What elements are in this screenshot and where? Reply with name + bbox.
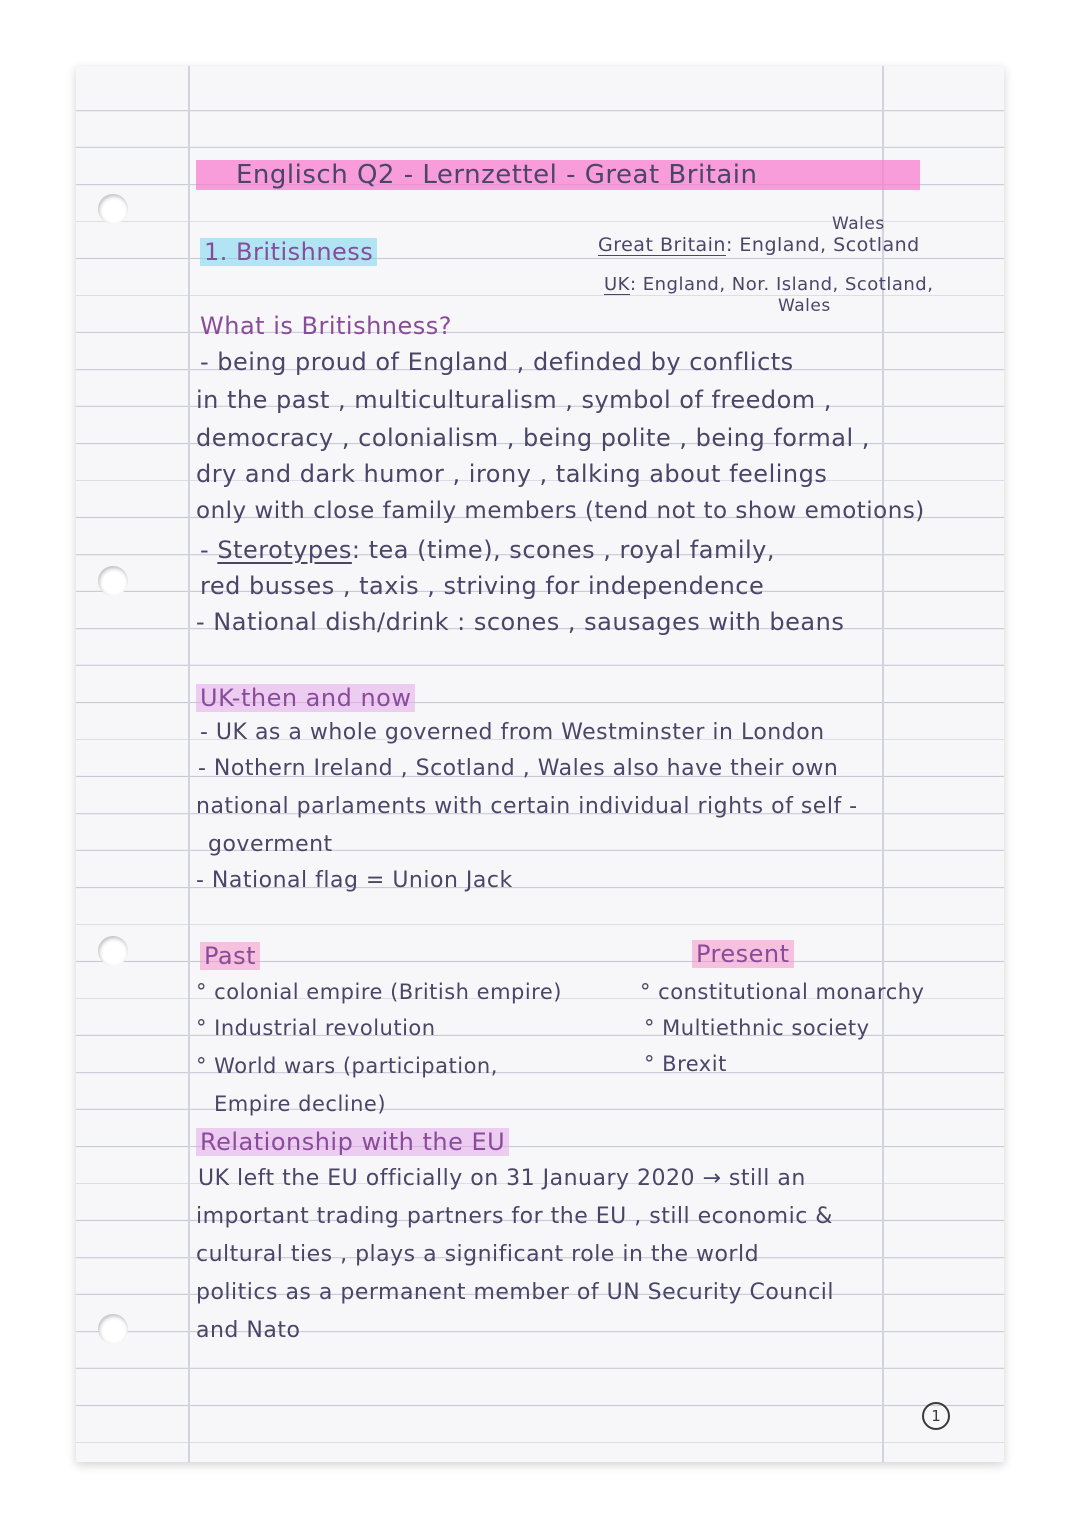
past-heading: Past — [200, 942, 260, 970]
uk-line: - Nothern Ireland , Scotland , Wales also have their own — [198, 756, 839, 781]
britishness-line: - being proud of England , definded by conflicts — [200, 348, 794, 376]
present-item: ° constitutional monarchy — [640, 980, 925, 1004]
left-margin-line — [188, 66, 190, 1462]
present-item: ° Brexit — [644, 1052, 727, 1076]
uk-line: - UK as a whole governed from Westminster in London — [200, 720, 825, 745]
national-dish-line: - National dish/drink : scones , sausages with beans — [196, 608, 845, 636]
uk-definition: UK: England, Nor. Island, Scotland, — [604, 274, 934, 295]
britishness-line: democracy , colonialism , being polite , being formal , — [196, 424, 870, 452]
stereotypes-line-2: red busses , taxis , striving for independence — [200, 572, 765, 600]
punch-hole — [98, 1314, 128, 1344]
eu-line: cultural ties , plays a significant role in the world — [196, 1242, 760, 1267]
section-heading-uk: UK-then and now — [196, 684, 415, 712]
eu-line: and Nato — [196, 1318, 301, 1343]
question-heading: What is Britishness? — [200, 312, 453, 340]
eu-line: UK left the EU officially on 31 January 2020 → still an — [198, 1166, 806, 1191]
eu-line: politics as a permanent member of UN Security Council — [196, 1280, 835, 1305]
section-heading-britishness: 1. Britishness — [200, 238, 377, 266]
stereotypes-line: - Sterotypes: tea (time), scones , royal family, — [200, 536, 775, 564]
punch-hole — [98, 566, 128, 596]
uk-wales-note: Wales — [778, 296, 831, 316]
present-heading: Present — [692, 940, 794, 968]
uk-line: national parlaments with certain individual rights of self - — [196, 794, 858, 819]
eu-line: important trading partners for the EU , still economic & — [196, 1204, 833, 1229]
past-item: Empire decline) — [214, 1092, 387, 1116]
section-heading-eu: Relationship with the EU — [196, 1128, 509, 1156]
punch-hole — [98, 936, 128, 966]
punch-hole — [98, 194, 128, 224]
gb-definition: Great Britain: England, Scotland — [598, 234, 920, 256]
uk-line: goverment — [208, 832, 333, 857]
uk-line: - National flag = Union Jack — [196, 868, 513, 893]
britishness-line: only with close family members (tend not to show emotions) — [196, 498, 925, 524]
past-item: ° colonial empire (British empire) — [196, 980, 562, 1004]
past-item: ° Industrial revolution — [196, 1016, 436, 1040]
past-item: ° World wars (participation, — [196, 1054, 498, 1078]
present-item: ° Multiethnic society — [644, 1016, 870, 1040]
britishness-line: dry and dark humor , irony , talking about feelings — [196, 460, 828, 488]
gb-wales-note: Wales — [832, 214, 885, 234]
page-title: Englisch Q2 - Lernzettel - Great Britain — [196, 160, 884, 190]
britishness-line: in the past , multiculturalism , symbol of freedom , — [196, 386, 832, 414]
page-number: 1 — [922, 1402, 950, 1430]
